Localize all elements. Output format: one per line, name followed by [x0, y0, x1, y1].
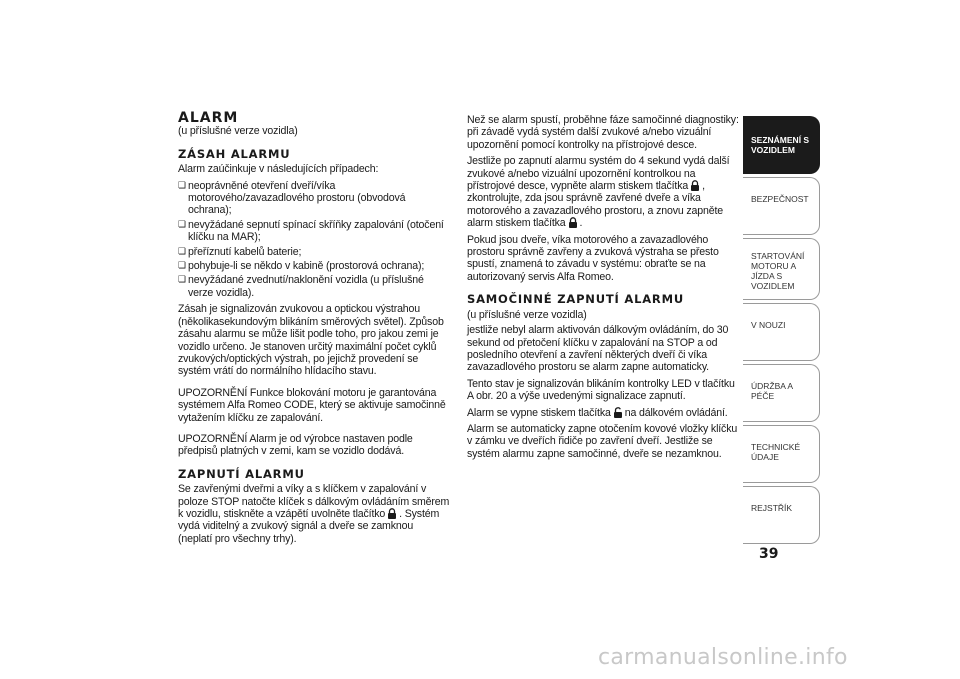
padlock-icon: [690, 180, 700, 191]
list-item: ❏ přeříznutí kabelů baterie;: [178, 246, 450, 258]
list-item: ❏ neoprávněné otevření dveří/víka motorového/zavazadlového prostoru (obvodová ochrana);: [178, 180, 450, 217]
text-segment: Alarm se vypne stiskem tlačítka: [467, 406, 611, 419]
text-segment: . Systém vydá viditelný a zvukový signál a dveře se zamknou (neplatí pro všechny trhy).: [178, 507, 440, 545]
paragraph: jestliže nebyl alarm aktivován dálkovým ovládáním, do 30 sekund od přetočení klíčku v zapalování na STOP a od posledního otevření a zavření některých dveří či víka zavazadlového prostoru se alarm zapne automaticky.: [467, 324, 729, 374]
paragraph: [467, 155, 739, 229]
paragraph: [467, 407, 739, 419]
tab-startovani[interactable]: STARTOVÁNÍ MOTORU A JÍZDA S VOZIDLEM: [743, 238, 820, 300]
paragraph: Tento stav je signalizován blikáním kontrolky LED v tlačítku A obr. 20 a výše uvedenými signalizace zapnutí.: [467, 377, 735, 403]
heading-zapnuti-alarmu: ZAPNUTÍ ALARMU: [178, 466, 305, 481]
list-item: ❏ nevyžádané zvednutí/naklonění vozidla (u příslušné verze vozidla).: [178, 274, 450, 299]
list-item: ❏ pohybuje-li se někdo v kabině (prostorová ochrana);: [178, 260, 450, 272]
right-column: [467, 114, 739, 464]
text-segment: , zkontrolujte, zda jsou správně zavřené dveře a víka motorového a zavazadlového prostoru, a znovu zapněte alarm stiskem tlačítka: [467, 180, 724, 230]
tab-bezpecnost[interactable]: BEZPEČNOST: [743, 177, 820, 235]
tab-rejstrik[interactable]: REJSTŘÍK: [743, 486, 820, 544]
intro-text: Alarm zaúčinkuje v následujících případech:: [178, 163, 379, 176]
section-title-alarm: ALARM: [178, 110, 239, 126]
text-segment: Jestliže po zapnutí alarmu systém do 4 sekund vydá další zvukové a/nebo vizuální upozornění kontrolkou na přístrojové desce, vypněte alarm stiskem tlačítka: [467, 155, 730, 193]
padlock-open-icon: [613, 407, 623, 418]
version-note: (u příslušné verze vozidla): [467, 308, 587, 321]
heading-samocinne-zapnuti: SAMOČINNÉ ZAPNUTÍ ALARMU: [467, 292, 684, 307]
warning-note: UPOZORNĚNÍ Funkce blokování motoru je garantována systémem Alfa Romeo CODE, který se aktivuje samočinně vytažením klíčku ze zapalování.: [178, 386, 446, 424]
version-note: (u příslušné verze vozidla): [178, 125, 298, 138]
tab-technicke-udaje[interactable]: TECHNICKÉ ÚDAJE: [743, 425, 820, 483]
left-column: [178, 112, 450, 549]
tab-udrzba-a-pece[interactable]: ÚDRŽBA A PÉČE: [743, 364, 820, 422]
paragraph: [178, 483, 450, 545]
paragraph: Alarm se automaticky zapne otočením kovové vložky klíčku v zámku ve dveřích řidiče po zavření dveří. Jestliže se systém alarmu zapne samočinné, dveře se nezamknou.: [467, 422, 738, 460]
list-item: ❏ nevyžádané sepnutí spínací skříňky zapalování (otočení klíčku na MAR);: [178, 219, 450, 244]
tab-seznameni-s-vozidlem[interactable]: SEZNÁMENÍ S VOZIDLEM: [743, 116, 820, 174]
paragraph: Pokud jsou dveře, víka motorového a zavazadlového prostoru správně zavřeny a zvuková výstraha se přesto spustí, znamená to závadu v systému: obraťte se na autorizovaný servis Alfa Romeo.: [467, 233, 719, 283]
text-segment: na dálkovém ovládání.: [624, 406, 728, 419]
paragraph: Než se alarm spustí, proběhne fáze samočinné diagnostiky: při závadě vydá systém další zvukové a/nebo vizuální upozornění pomocí kontrolky na přístrojové desce.: [467, 114, 739, 151]
warning-note: UPOZORNĚNÍ Alarm je od výrobce nastaven podle předpisů platných v zemi, kam se vozidlo dodává.: [178, 432, 413, 458]
trigger-list: [178, 180, 450, 300]
watermark: carmanualsonline.info: [598, 645, 848, 670]
page-number: 39: [759, 546, 779, 562]
padlock-icon: [568, 217, 578, 228]
padlock-icon: [387, 508, 397, 519]
text-segment: .: [579, 217, 583, 230]
text-segment: Se zavřenými dveřmi a víky a s klíčkem v zapalování v poloze STOP natočte klíček s dálkovým ovládáním směrem k vozidlu, stiskněte a vzápětí uvolněte tlačítko: [178, 483, 450, 520]
tab-v-nouzi[interactable]: V NOUZI: [743, 303, 820, 361]
paragraph: Zásah je signalizován zvukovou a optickou výstrahou (několikasekundovým blikáním směrových světel). Způsob zásahu alarmu se může lišit podle toho, pro jakou zemi je vozidlo určeno. Je stanoven určitý maximální počet cyklů zvukových/optických výstrah, po jejichž provedení se systém vrátí do normálního hlídacího stavu.: [178, 303, 444, 378]
heading-zasah-alarmu: ZÁSAH ALARMU: [178, 146, 291, 161]
chapter-tabs: [743, 116, 820, 547]
